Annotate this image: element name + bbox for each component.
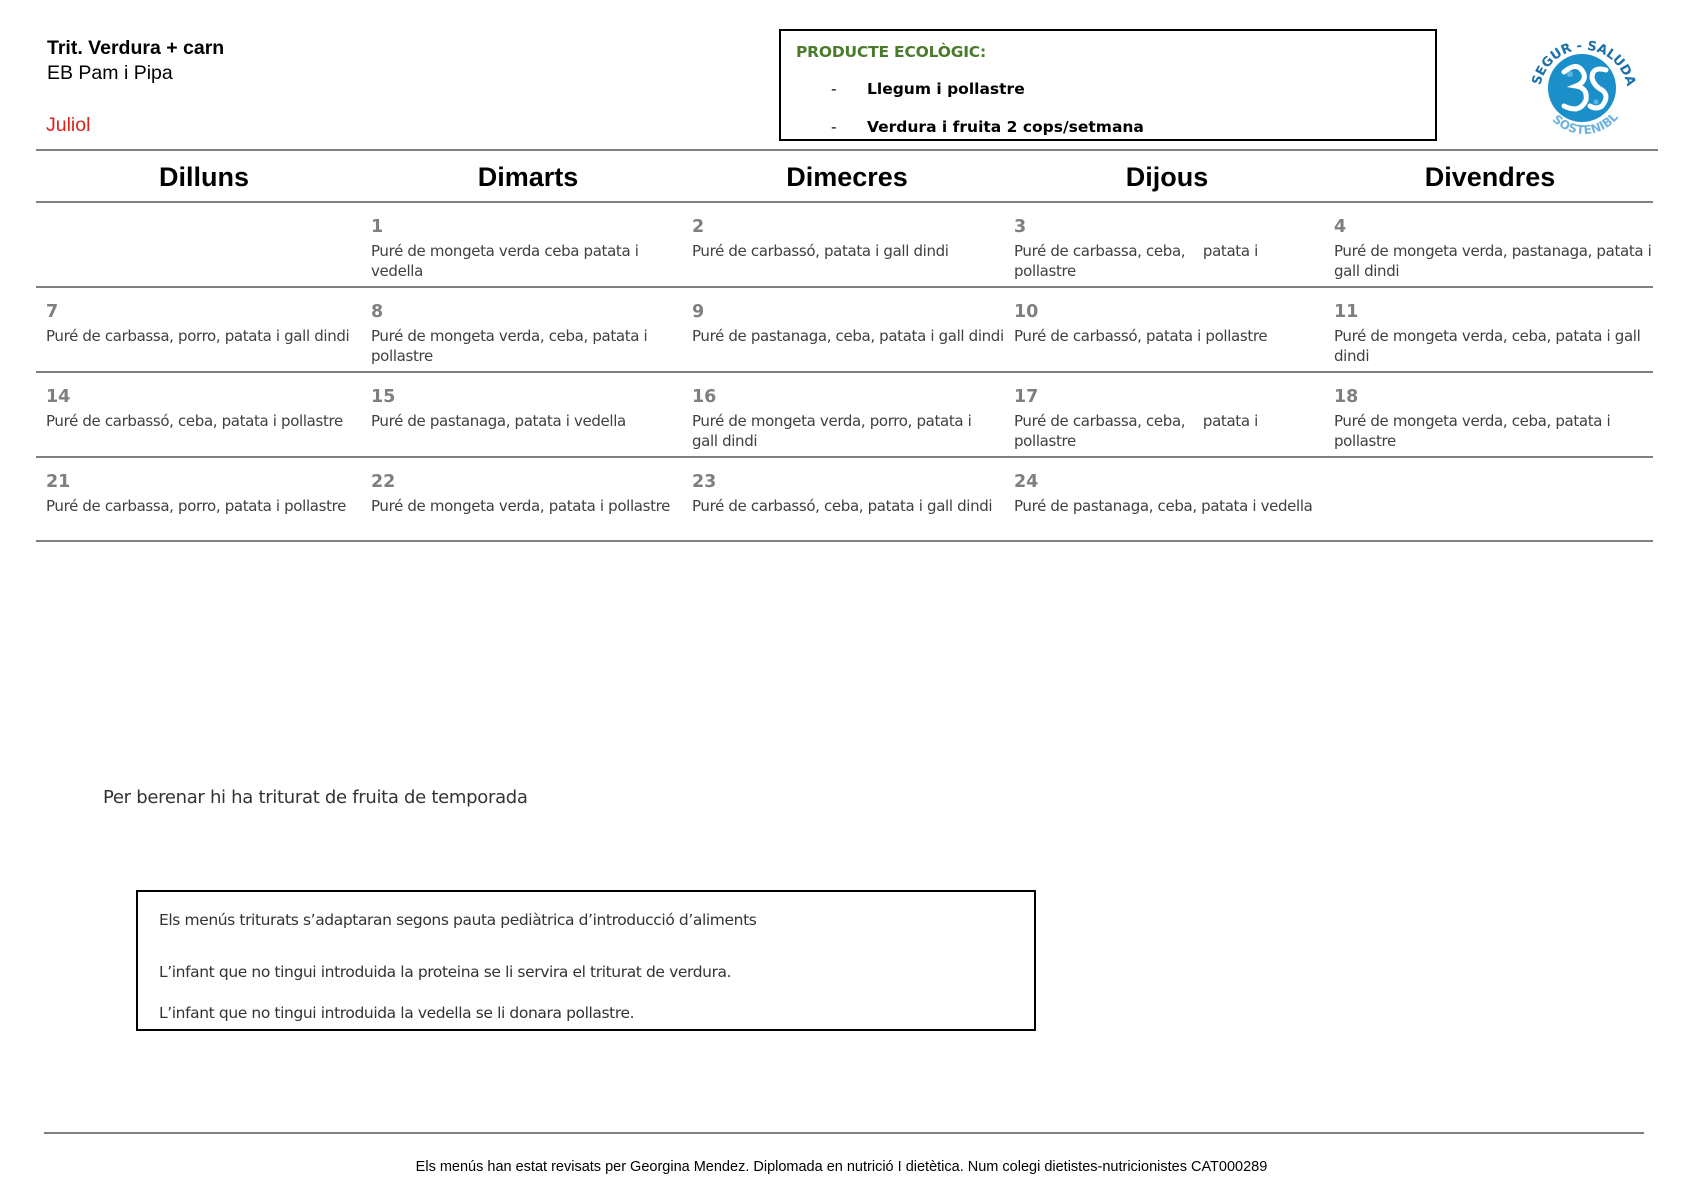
dish-text: Puré de carbassó, ceba, patata i gall dindi bbox=[692, 497, 993, 515]
menu-cell bbox=[46, 302, 371, 346]
day-number: 9 bbox=[692, 302, 705, 322]
table-bottom-divider bbox=[36, 540, 1653, 542]
day-number: 17 bbox=[1014, 387, 1039, 407]
day-header-dimecres: Dimecres bbox=[786, 162, 908, 192]
svg-text:SEGUR - SALUDABLE -: SEGUR - SALUDA bbox=[1529, 38, 1638, 88]
menu-cell bbox=[1334, 217, 1652, 281]
table-header-divider bbox=[36, 201, 1653, 203]
dish-text: Puré de carbassa, porro, patata i gall dindi bbox=[46, 327, 350, 345]
note-line: Els menús triturats s’adaptaran segons pauta pediàtrica d’introducció d’aliments bbox=[159, 911, 757, 929]
day-number: 24 bbox=[1014, 472, 1039, 492]
header-divider bbox=[36, 149, 1658, 151]
menu-cell bbox=[692, 472, 1014, 516]
menu-cell bbox=[46, 217, 362, 221]
day-header-divendres: Divendres bbox=[1424, 162, 1556, 192]
menu-cell bbox=[1334, 387, 1634, 451]
footer-credits: Els menús han estat revisats per Georgina Mendez. Diplomada en nutrició I dietètica. Num colegi dietistes-nutricionistes CAT000289 bbox=[415, 1159, 1268, 1175]
row-divider bbox=[36, 286, 1653, 288]
dish-text: Puré de carbassa, ceba, patata i pollastre bbox=[1014, 242, 1263, 280]
eco-item: - Verdura i fruita 2 cops/setmana bbox=[831, 118, 1144, 136]
note-line: L’infant que no tingui introduida la vedella se li donara pollastre. bbox=[159, 1004, 635, 1022]
menu-cell bbox=[1014, 472, 1334, 516]
menu-cell bbox=[1334, 302, 1652, 366]
menu-cell bbox=[371, 302, 671, 366]
menu-cell bbox=[1014, 387, 1284, 451]
dish-text: Puré de carbassó, patata i pollastre bbox=[1014, 327, 1268, 345]
eco-title: PRODUCTE ECOLÒGIC: bbox=[796, 43, 986, 61]
menu-title: Trit. Verdura + carn bbox=[47, 37, 225, 59]
row-divider bbox=[36, 456, 1653, 458]
menu-cell bbox=[1014, 302, 1330, 346]
day-number: 18 bbox=[1334, 387, 1359, 407]
menu-cell bbox=[371, 472, 692, 516]
menu-cell bbox=[371, 217, 671, 281]
dish-text: Puré de mongeta verda, patata i pollastre bbox=[371, 497, 670, 515]
day-number: 23 bbox=[692, 472, 717, 492]
day-number: 10 bbox=[1014, 302, 1039, 322]
day-header-dijous: Dijous bbox=[1125, 162, 1209, 192]
day-number: 2 bbox=[692, 217, 705, 237]
eco-product-box bbox=[779, 29, 1437, 141]
dish-text: Puré de mongeta verda, porro, patata i gall dindi bbox=[692, 412, 972, 450]
dish-text: Puré de pastanaga, ceba, patata i vedella bbox=[1014, 497, 1313, 515]
day-number: 16 bbox=[692, 387, 717, 407]
day-header-dimarts: Dimarts bbox=[477, 162, 579, 192]
eco-item: - Llegum i pollastre bbox=[831, 80, 1025, 98]
day-number: 21 bbox=[46, 472, 71, 492]
dish-text: Puré de mongeta verda, ceba, patata i pollastre bbox=[1334, 412, 1611, 450]
notes-box bbox=[136, 890, 1036, 1031]
day-number: 8 bbox=[371, 302, 384, 322]
day-number: 22 bbox=[371, 472, 396, 492]
dish-text: Puré de carbassó, ceba, patata i pollastre bbox=[46, 412, 343, 430]
dish-text: Puré de pastanaga, ceba, patata i gall dindi bbox=[692, 327, 1004, 345]
dish-text: Puré de mongeta verda ceba patata i vedella bbox=[371, 242, 639, 280]
menu-cell bbox=[1014, 217, 1284, 281]
svg-text:SOSTENIBLE -: SOSTENIBL bbox=[1549, 109, 1621, 138]
day-number: 15 bbox=[371, 387, 396, 407]
day-number: 1 bbox=[371, 217, 384, 237]
dish-text: Puré de pastanaga, patata i vedella bbox=[371, 412, 626, 430]
dish-text: Puré de mongeta verda, ceba, patata i gall dindi bbox=[1334, 327, 1641, 365]
dish-text: Puré de mongeta verda, pastanaga, patata i gall dindi bbox=[1334, 242, 1652, 280]
day-number: 3 bbox=[1014, 217, 1027, 237]
segur-saludable-sostenible-logo-icon bbox=[1518, 22, 1648, 150]
month-label: Juliol bbox=[46, 114, 91, 136]
snack-note: Per berenar hi ha triturat de fruita de temporada bbox=[103, 787, 528, 808]
footer-divider bbox=[44, 1132, 1644, 1134]
day-number: 4 bbox=[1334, 217, 1347, 237]
day-number: 11 bbox=[1334, 302, 1359, 322]
dish-text: Puré de carbassa, ceba, patata i pollastre bbox=[1014, 412, 1263, 450]
menu-cell bbox=[46, 472, 371, 516]
menu-cell bbox=[692, 302, 1014, 346]
day-number: 14 bbox=[46, 387, 71, 407]
menu-cell bbox=[46, 387, 371, 431]
menu-cell bbox=[371, 387, 671, 431]
menu-cell bbox=[1334, 472, 1650, 476]
menu-cell bbox=[692, 217, 1008, 261]
row-divider bbox=[36, 371, 1653, 373]
dish-text: Puré de carbassó, patata i gall dindi bbox=[692, 242, 949, 260]
menu-cell bbox=[692, 387, 992, 451]
note-line: L’infant que no tingui introduida la proteina se li servira el triturat de verdura. bbox=[159, 963, 732, 981]
dish-text: Puré de carbassa, porro, patata i pollastre bbox=[46, 497, 346, 515]
day-number: 7 bbox=[46, 302, 59, 322]
school-name: EB Pam i Pipa bbox=[47, 62, 173, 84]
day-header-dilluns: Dilluns bbox=[158, 162, 249, 192]
dish-text: Puré de mongeta verda, ceba, patata i pollastre bbox=[371, 327, 648, 365]
